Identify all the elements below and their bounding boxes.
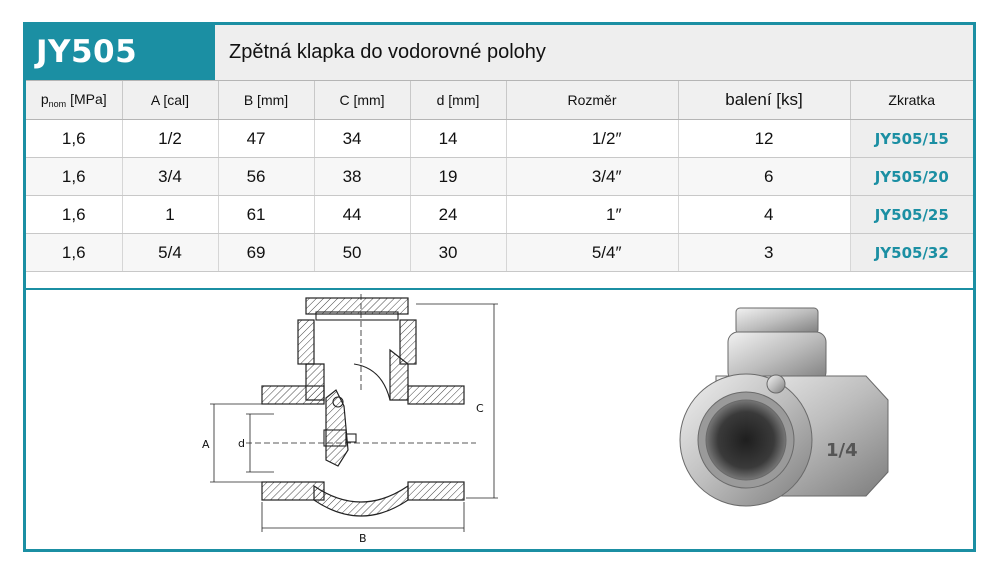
illustrations <box>26 288 973 552</box>
cell-a: 5/4 <box>122 234 218 272</box>
spec-table <box>26 80 973 272</box>
col-header-a: A [cal] <box>122 81 218 120</box>
cell-rozmer: 1/2″ <box>506 120 678 158</box>
cell-zkratka: JY505/20 <box>850 158 973 196</box>
cell-b: 47 <box>218 120 314 158</box>
cell-rozmer: 5/4″ <box>506 234 678 272</box>
dim-label-d: d <box>238 437 245 450</box>
dim-label-a: A <box>202 438 210 451</box>
col-header-c: C [mm] <box>314 81 410 120</box>
cell-a: 3/4 <box>122 158 218 196</box>
cell-zkratka: JY505/32 <box>850 234 973 272</box>
cell-d: 24 <box>410 196 506 234</box>
table-header-row <box>26 81 973 120</box>
col-header-zkratka: Zkratka <box>850 81 973 120</box>
col-header-p: $p_{nom}$ [MPa] <box>26 81 122 120</box>
col-header-b: B [mm] <box>218 81 314 120</box>
cell-p: 1,6 <box>26 158 122 196</box>
cell-baleni: 12 <box>678 120 850 158</box>
photo-size-mark: 1/4 <box>826 440 858 461</box>
cell-zkratka: JY505/15 <box>850 120 973 158</box>
cell-baleni: 3 <box>678 234 850 272</box>
cell-b: 69 <box>218 234 314 272</box>
cell-c: 38 <box>314 158 410 196</box>
cell-d: 19 <box>410 158 506 196</box>
cell-p: 1,6 <box>26 234 122 272</box>
product-sheet <box>23 22 976 552</box>
cell-baleni: 4 <box>678 196 850 234</box>
cell-d: 14 <box>410 120 506 158</box>
cell-a: 1/2 <box>122 120 218 158</box>
cell-rozmer: 1″ <box>506 196 678 234</box>
product-title: Zpětná klapka do vodorovné polohy <box>215 25 973 80</box>
table-row <box>26 158 973 196</box>
table-row <box>26 234 973 272</box>
valve-body <box>680 308 888 506</box>
product-code: JY505 <box>26 25 215 80</box>
col-header-d: d [mm] <box>410 81 506 120</box>
cell-zkratka: JY505/25 <box>850 196 973 234</box>
dim-label-c: C <box>476 402 484 415</box>
cell-c: 44 <box>314 196 410 234</box>
col-header-rozmer: Rozměr <box>506 81 678 120</box>
valve-photo <box>676 306 916 536</box>
cell-c: 50 <box>314 234 410 272</box>
header <box>26 25 973 80</box>
cell-p: 1,6 <box>26 120 122 158</box>
table-row <box>26 120 973 158</box>
cell-b: 56 <box>218 158 314 196</box>
cell-rozmer: 3/4″ <box>506 158 678 196</box>
cell-p: 1,6 <box>26 196 122 234</box>
cell-b: 61 <box>218 196 314 234</box>
col-header-baleni: balení [ks] <box>678 81 850 120</box>
cell-baleni: 6 <box>678 158 850 196</box>
cell-a: 1 <box>122 196 218 234</box>
technical-drawing <box>176 290 516 552</box>
cell-c: 34 <box>314 120 410 158</box>
cell-d: 30 <box>410 234 506 272</box>
valve-section <box>262 298 464 516</box>
table-row <box>26 196 973 234</box>
dim-label-b: B <box>359 532 367 545</box>
